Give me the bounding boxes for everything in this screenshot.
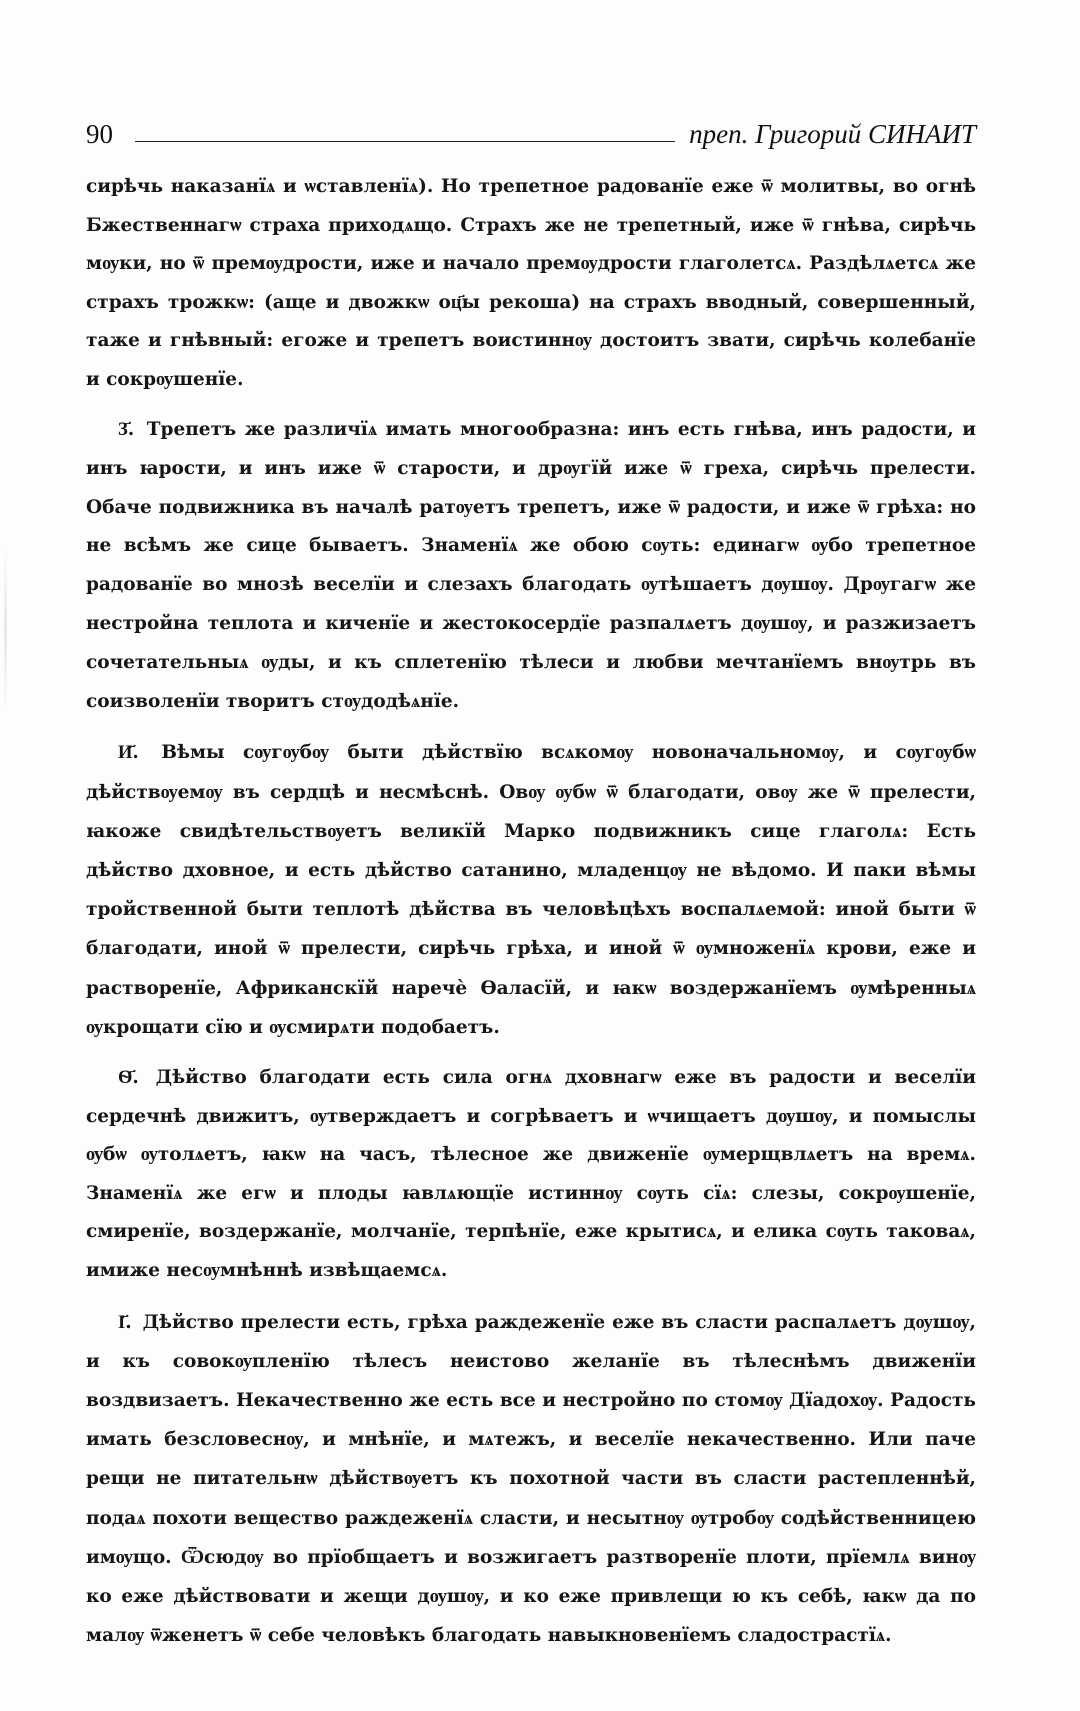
paragraph-text: сирѣчь наказанїѧ и ѡставленїѧ). Но трепетное радованїе еже ѿ молитвы, во огнѣ Бжественнагѡ страха приходѧщо. Страхъ же не трепетный, иже ѿ гнѣва, сирѣчь мѹки, но ѿ премѹдрости, иже и начало премѹдрости глаголетсѧ. Раздѣлѧетсѧ же страхъ трожкѡ: (аще и двожкѡ оц҃ы рекоша) на страхъ вводный, совершенный, таже и гнѣвный: егоже и трепетъ воистиннѹ достоитъ звати, сирѣчь колебанїе и сокрѹшенїе. [86, 176, 976, 390]
paragraph-text: Дѣйство прелести есть, грѣха раждеженїе еже въ сласти распалѧетъ дѹшѹ, и къ совокѹпленїю тѣлесъ неистово желанїе въ тѣлеснѣмъ движенїи воздвизаетъ. Некачественно же есть все и нестройно по стомѹ Дїадохѹ. Радость имать безсловеснѹ, и мнѣнїе, и мѧтежъ, и веселїе некачественно. Или паче рещи не питательнѡ дѣйствѹетъ къ похотной части въ сласти растепленнѣй, подаѧ похоти вещество раждеженїѧ сласти, и несытнѹ ѹтробѹ содѣйственницею имѹщо. Ѿсюдѹ во прїобщаетъ и возжигаетъ разтворенїе плоти, прїемлѧ винѹ ко еже дѣйствовати и жещи дѹшѹ, и ко еже привлещи ю къ себѣ, ꙗкѡ да по малѹ ѿженетъ ѿ себе человѣкъ благодать навыкновенїемъ сладострастїѧ. [86, 1311, 976, 1647]
paragraph-number: И҃. [118, 742, 139, 764]
paragraph-text: Трепетъ же различїѧ имать многообразна: инъ есть гнѣва, инъ радости, и инъ ꙗрости, и инъ иже ѿ старости, и дрѹгїй иже ѿ греха, сирѣчь прелести. Обаче подвижника въ началѣ ратѹетъ трепетъ, иже ѿ радости, и иже ѿ грѣха: но не всѣмъ же сице бываетъ. Знаменїѧ же обою сѹть: единагѡ ѹбо трепетное радованїе во мнозѣ веселїи и слезахъ благодать ѹтѣшаетъ дѹшѹ. Дрѹгагѡ же нестройна теплота и киченїе и жестокосердїе разпалѧетъ дѹшѹ, и разжизаетъ сочетательныѧ ѹды, и къ сплетенїю тѣлеси и любви мечтанїемъ внѹтрь въ соизволенїи творитъ стѹдодѣѧнїе. [86, 419, 976, 712]
running-head [86, 104, 976, 148]
paragraph [86, 733, 976, 1047]
paragraph-text: Вѣмы сѹгѹбѹ быти дѣйствїю всѧкомѹ новоначальномѹ, и сѹгѹбѡ дѣйствѹемѹ въ сердцѣ и несмѣснѣ. Овѹ ѹбѡ ѿ благодати, овѹ же ѿ прелести, ꙗкоже свидѣтельствѹетъ великїй Марко подвижникъ сице глаголѧ: Есть дѣйство дховное, и есть дѣйство сатанино, младенцѹ не вѣдомо. И паки вѣмы тройственной быти теплотѣ дѣйства въ человѣцѣхъ воспалѧемой: иной быти ѿ благодати, иной ѿ прелести, сирѣчь грѣха, и иной ѿ ѹмноженїѧ крови, еже и растворенїе, Африканскїй наречѐ Ѳаласїй, и ꙗкѡ воздержанїемъ ѹмѣренныѧ ѹкрощати сїю и ѹсмирѧти подобаетъ. [86, 742, 976, 1038]
paragraph [86, 1059, 976, 1291]
paragraph [86, 168, 976, 399]
running-title: преп. Григорий СИНАИТ [689, 119, 976, 149]
paragraph-text: Дѣйство благодати есть сила огнѧ дховнагѡ еже въ радости и веселїи сердечнѣ движитъ, ѹтверждаетъ и согрѣваетъ и ѡчищаетъ дѹшѹ, и помыслы ѹбѡ ѹтолѧетъ, ꙗкѡ на часъ, тѣлесное же движенїе ѹмерщвлѧетъ на времѧ. Знаменїѧ же егѡ и плоды ꙗвлѧющїе истиннѹ сѹть сїѧ: слезы, сокрѹшенїе, смиренїе, воздержанїе, молчанїе, терпѣнїе, еже крытисѧ, и елика сѹть таковаѧ, имиже несѹмнѣннѣ извѣщаемсѧ. [86, 1067, 977, 1281]
paragraph-number: І҃. [118, 1311, 132, 1333]
paragraph-number: Ѳ҃. [118, 1067, 139, 1088]
scan-edge-shadow [4, 540, 7, 720]
paragraph-number: З҃. [118, 419, 135, 440]
paragraph [86, 411, 976, 721]
page-number: 90 [86, 119, 113, 149]
paragraph [86, 1303, 976, 1656]
body-text [86, 168, 976, 1655]
header-rule [135, 141, 675, 142]
